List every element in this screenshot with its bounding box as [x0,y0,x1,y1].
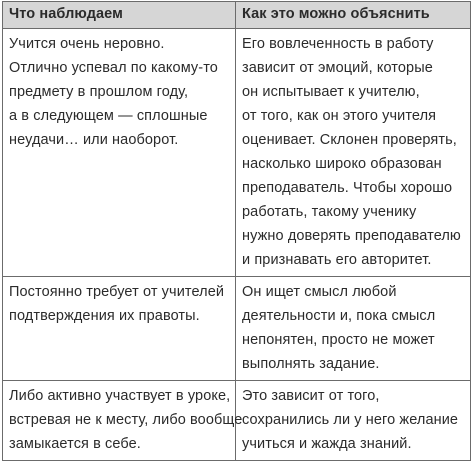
observed-cell [3,29,236,277]
text-line: насколько широко образован [242,156,442,172]
text-line: зависит от эмоций, которые [242,60,433,76]
table-row [3,29,471,277]
text-line: Отлично успевал по какому-то [9,60,218,76]
explanation-cell [236,381,471,461]
text-line: деятельности и, пока смысл [242,308,436,324]
observed-cell [3,381,243,461]
text-line: он испытывает к учителю, [242,84,420,100]
table-row [3,381,471,461]
text-line: подтверждения их правоты. [9,308,200,324]
document-table-container [2,1,470,461]
text-line: Учится очень неровно. [9,36,165,52]
text-line: и признавать его авторитет. [242,252,432,268]
text-line: оценивает. Склонен проверять, [242,132,457,148]
text-line: а в следующем — сплошные [9,108,208,124]
header-observed: Что наблюдаем [3,2,236,29]
header-explanation: Как это можно объяснить [236,2,471,29]
text-line: непонятен, просто не может [242,332,435,348]
text-line: встревая не к месту, либо вообще [9,412,243,428]
text-line: преподаватель. Чтобы хорошо [242,180,453,196]
text-line: Он ищет смысл любой [242,284,397,300]
table-row [3,277,471,381]
text-line: работать, такому ученику [242,204,417,220]
text-line: неудачи… или наоборот. [9,132,179,148]
text-line: учиться и жажда знаний. [242,436,412,452]
text-line: предмету в прошлом году, [9,84,189,100]
text-line: выполнять задание. [242,356,380,372]
observation-table [2,1,471,461]
table-header-row [3,2,471,29]
explanation-cell [236,277,471,381]
text-line: от того, как он этого учителя [242,108,437,124]
observed-cell [3,277,236,381]
text-line: Либо активно участвует в уроке, [9,388,231,404]
text-line: Постоянно требует от учителей [9,284,225,300]
text-line: замыкается в себе. [9,436,141,452]
text-line: сохранились ли у него желание [242,412,459,428]
text-line: Это зависит от того, [242,388,380,404]
explanation-cell [236,29,471,277]
text-line: Его вовлеченность в работу [242,36,434,52]
text-line: нужно доверять преподавателю [242,228,461,244]
